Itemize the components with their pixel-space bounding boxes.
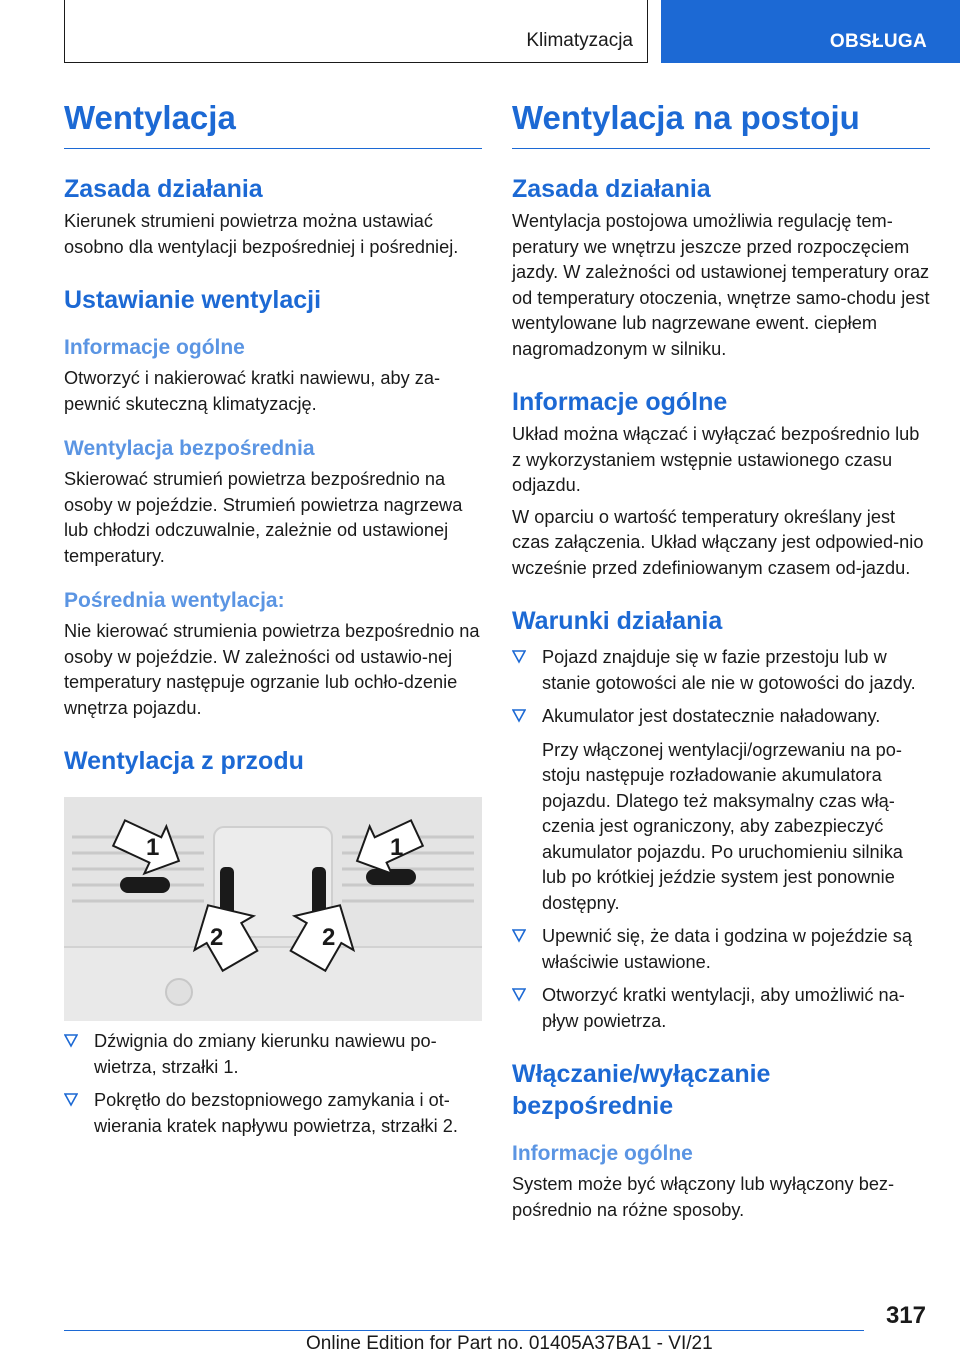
list-item-text: Upewnić się, że data i godzina w pojeździe są właściwie ustawione.	[542, 926, 913, 972]
right-heading-informacje: Informacje ogólne	[512, 388, 728, 416]
left-subheading-bezposrednia: Wentylacja bezpośrednia	[64, 437, 315, 460]
right-subheading-informacje: Informacje ogólne	[512, 1142, 693, 1165]
figure-label-1-right: 1	[390, 834, 404, 861]
list-item	[64, 1029, 482, 1080]
right-paragraph-informacje-2: W oparciu o wartość temperatury określany jest czas załączenia. Układ włączany jest odpowied-nio wcześnie przed zdefiniowanym czasem od-jazdu.	[512, 506, 924, 578]
right-paragraph-zasada: Wentylacja postojowa umożliwia regulację tem-peratury we wnętrzu jeszcze przed rozpoczęciem jazdy. W zależności od ustawionej temperatury oraz od temperatury otoczenia, wnętrze samo-chodu jest wentylowane lub nagrzewane ewent. ciepłem nagromadzonym w silniku.	[512, 211, 930, 359]
triangle-bullet-icon	[512, 649, 526, 665]
condition-note: Przy włączonej wentylacji/ogrzewaniu na po-stoju następuje rozładowanie akumulatora pojazdu. Dlatego też maksymalny czas włą-czenia jest ograniczony, aby zabezpieczyć akumulator pojazdu. Po uruchomieniu silnika lub po krótkiej jeździe system jest ponownie dostępny.	[542, 739, 903, 913]
conditions-list-continued	[512, 924, 930, 1034]
page-number: 317	[885, 1302, 926, 1329]
list-item-text: Otworzyć kratki wentylacji, aby umożliwić na-pływ powietrza.	[542, 985, 905, 1031]
header-tab-label: OBSŁUGA	[829, 31, 927, 52]
left-column	[64, 96, 482, 1147]
list-item	[512, 704, 930, 730]
left-paragraph-bezposrednia: Skierować strumień powietrza bezpośrednio na osoby w pojeździe. Strumień powietrza nagrzewa lub chłodzi odczuwalnie, zależnie od ustawionej temperatury.	[64, 469, 463, 566]
triangle-bullet-icon	[512, 708, 526, 724]
left-title: Wentylacja	[64, 96, 482, 149]
left-heading-zasada: Zasada działania	[64, 175, 263, 203]
right-heading-warunki: Warunki działania	[512, 607, 723, 635]
triangle-bullet-icon	[64, 1033, 78, 1049]
triangle-bullet-icon	[512, 928, 526, 944]
right-heading-wlaczanie: Włączanie/wyłączanie bezpośrednie	[512, 1060, 771, 1120]
header-tab[interactable]	[661, 0, 960, 63]
conditions-list	[512, 645, 930, 730]
right-title: Wentylacja na postoju	[512, 96, 930, 149]
list-item	[512, 924, 930, 975]
list-item-text: Dźwignia do zmiany kierunku nawiewu po-wietrza, strzałki 1.	[94, 1031, 437, 1077]
right-column	[512, 96, 930, 1229]
list-item-text: Pokrętło do bezstopniowego zamykania i ot-wierania kratek napływu powietrza, strzałki 2.	[94, 1090, 458, 1136]
left-subheading-informacje: Informacje ogólne	[64, 336, 245, 359]
right-paragraph-wlaczanie: System może być włączony lub wyłączony bez-pośrednio na różne sposoby.	[512, 1174, 895, 1220]
footer-edition: Online Edition for Part no. 01405A37BA1 - VI/21	[306, 1333, 713, 1354]
left-paragraph-posrednia: Nie kierować strumienia powietrza bezpośrednio na osoby w pojeździe. W zależności od ustawio-nej temperatury następuje ogrzanie lub ochło-dzenie wnętrza pojazdu.	[64, 621, 480, 718]
figure-label-1-left: 1	[146, 834, 160, 861]
list-item	[512, 983, 930, 1034]
figure-label-2-right: 2	[322, 924, 336, 951]
right-paragraph-informacje-1: Układ można włączać i wyłączać bezpośrednio lub z wykorzystaniem wstępnie ustawionego czasu odjazdu.	[512, 424, 920, 495]
footer-divider	[64, 1330, 864, 1331]
left-heading-przodu: Wentylacja z przodu	[64, 747, 304, 775]
triangle-bullet-icon	[512, 987, 526, 1003]
figure-label-2-left: 2	[210, 924, 224, 951]
list-item-text: Pojazd znajduje się w fazie przestoju lub w stanie gotowości ale nie w gotowości do jazdy.	[542, 647, 916, 693]
header-section-title: Klimatyzacja	[526, 30, 633, 51]
left-paragraph-zasada: Kierunek strumieni powietrza można ustawiać osobno dla wentylacji bezpośredniej i pośredniej.	[64, 211, 459, 257]
list-item	[64, 1088, 482, 1139]
triangle-bullet-icon	[64, 1092, 78, 1108]
left-item-list	[64, 1029, 482, 1139]
list-item-text: Akumulator jest dostatecznie naładowany.	[542, 706, 881, 726]
vent-figure	[64, 797, 482, 1021]
vent-illustration	[64, 797, 482, 1021]
left-subheading-posrednia: Pośrednia wentylacja:	[64, 589, 285, 612]
left-heading-ustawianie: Ustawianie wentylacji	[64, 286, 322, 314]
right-heading-zasada: Zasada działania	[512, 175, 711, 203]
list-item	[512, 645, 930, 696]
left-paragraph-informacje: Otworzyć i nakierować kratki nawiewu, aby za-pewnić skuteczną klimatyzację.	[64, 368, 441, 414]
header-section-box	[64, 0, 648, 63]
